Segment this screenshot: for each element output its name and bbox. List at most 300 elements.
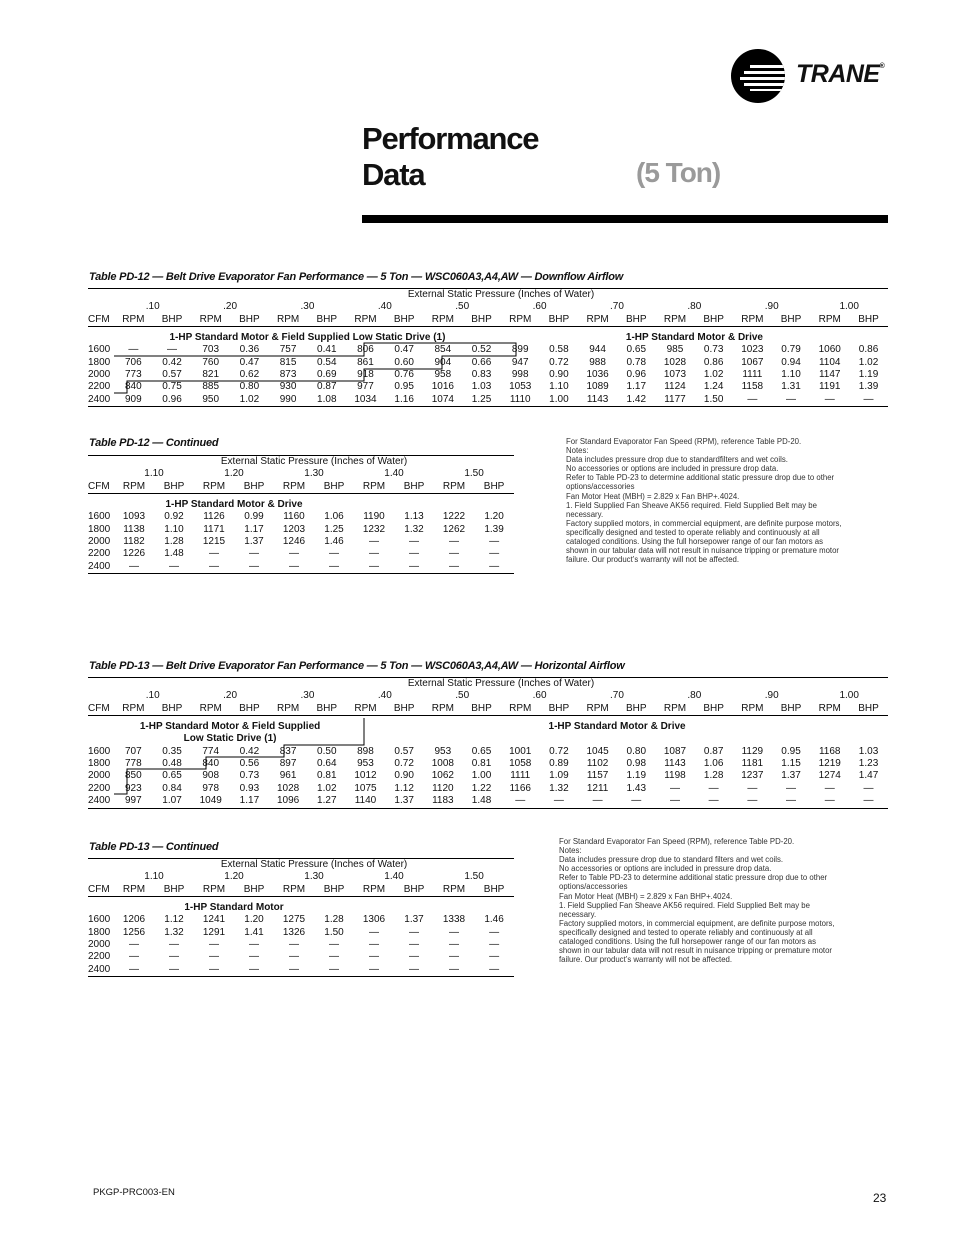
rpm-value: 1157 bbox=[586, 770, 609, 782]
bhp-value: 0.92 bbox=[164, 511, 184, 523]
pressure-value: .80 bbox=[687, 690, 702, 702]
bhp-header: BHP bbox=[385, 314, 424, 327]
bhp-value: 1.50 bbox=[694, 394, 733, 407]
rpm-value: 873 bbox=[279, 368, 297, 380]
bhp-value: 0.60 bbox=[394, 356, 414, 368]
pressure-value: 1.50 bbox=[464, 871, 484, 883]
rpm-value: 953 bbox=[434, 745, 452, 757]
rpm-header: RPM bbox=[810, 703, 849, 716]
rpm-header: RPM bbox=[346, 703, 385, 716]
note-line: 1. Field Supplied Fan Sheave AK56 required. Field Supplied Belt may be bbox=[566, 500, 817, 510]
bhp-value: 0.95 bbox=[394, 381, 414, 393]
unit-row bbox=[88, 884, 514, 897]
rpm-value: — bbox=[128, 344, 139, 356]
bhp-value: 0.84 bbox=[162, 782, 182, 794]
pressure-value: .80 bbox=[687, 301, 702, 313]
rpm-value: — bbox=[449, 951, 459, 963]
bhp-value: — bbox=[849, 394, 888, 407]
bhp-value: 0.66 bbox=[471, 356, 492, 368]
bhp-value: — bbox=[329, 938, 339, 950]
rpm-value: 1171 bbox=[203, 523, 225, 535]
rpm-value: 1190 bbox=[363, 511, 385, 523]
table-row bbox=[88, 511, 514, 523]
bhp-value: 0.72 bbox=[549, 356, 569, 368]
bhp-header: BHP bbox=[617, 314, 656, 327]
bhp-value: 0.87 bbox=[703, 745, 724, 757]
bhp-value: 1.32 bbox=[404, 523, 424, 535]
rpm-value: 1275 bbox=[282, 914, 306, 926]
rpm-value: 1126 bbox=[203, 511, 225, 523]
cfm-value: 2000 bbox=[88, 535, 111, 547]
rpm-value: 774 bbox=[202, 745, 220, 757]
rpm-value: 1326 bbox=[282, 926, 306, 938]
rpm-value: — bbox=[369, 951, 379, 963]
rpm-value: 1262 bbox=[442, 523, 466, 535]
pressure-value: .10 bbox=[145, 301, 160, 313]
bhp-value: 1.50 bbox=[324, 926, 344, 938]
bhp-header: BHP bbox=[153, 703, 192, 716]
drive-group-left-line2: Low Static Drive (1) bbox=[183, 733, 277, 745]
bhp-value: 0.64 bbox=[317, 757, 337, 769]
rpm-value: 840 bbox=[202, 757, 220, 769]
bhp-value: 0.58 bbox=[549, 344, 569, 356]
bhp-value: 0.56 bbox=[239, 757, 260, 769]
spacer-cell bbox=[88, 859, 114, 872]
rpm-value: 1211 bbox=[586, 782, 609, 794]
rpm-value: 978 bbox=[202, 782, 220, 794]
cfm-value: 2400 bbox=[88, 394, 114, 407]
bhp-value: 0.48 bbox=[162, 757, 182, 769]
bhp-value: 1.06 bbox=[324, 511, 344, 523]
note-line: cataloged conditions. Using the full horsepower range of our fan motors as bbox=[566, 537, 824, 547]
rpm-value: 1158 bbox=[741, 381, 764, 393]
rpm-value: 1143 bbox=[578, 394, 617, 407]
bhp-value: 1.37 bbox=[781, 770, 801, 782]
bhp-header: BHP bbox=[617, 703, 656, 716]
table-row bbox=[88, 369, 888, 381]
rpm-header: RPM bbox=[269, 703, 308, 716]
rpm-value: 898 bbox=[357, 745, 374, 757]
rpm-header: RPM bbox=[346, 314, 385, 327]
rpm-value: — bbox=[289, 951, 299, 963]
rpm-value: 1089 bbox=[586, 381, 609, 393]
bhp-value: — bbox=[489, 938, 500, 950]
bhp-value: 1.12 bbox=[164, 914, 184, 926]
bhp-value: 0.94 bbox=[781, 356, 801, 368]
bhp-header: BHP bbox=[462, 703, 501, 716]
bhp-value: 1.47 bbox=[858, 770, 879, 782]
rpm-value: — bbox=[354, 964, 394, 977]
rpm-value: — bbox=[733, 795, 772, 808]
rpm-value: 840 bbox=[125, 381, 142, 393]
rpm-header: RPM bbox=[733, 314, 772, 327]
rpm-value: — bbox=[578, 795, 617, 808]
rpm-header: RPM bbox=[194, 884, 234, 897]
bhp-value: 0.42 bbox=[162, 356, 182, 368]
bhp-value: 0.57 bbox=[162, 368, 182, 380]
bhp-value: — bbox=[863, 782, 874, 794]
rpm-header: RPM bbox=[733, 703, 772, 716]
rpm-value: 1096 bbox=[269, 795, 308, 808]
table-pd12c bbox=[88, 455, 514, 574]
table-row bbox=[88, 394, 888, 407]
spacer-cell bbox=[88, 499, 114, 511]
cfm-value: 1800 bbox=[88, 757, 111, 769]
pressure-value: .30 bbox=[300, 690, 315, 702]
bhp-header: BHP bbox=[314, 884, 354, 897]
bhp-value: 1.43 bbox=[626, 782, 647, 794]
cfm-header: CFM bbox=[88, 884, 114, 897]
bhp-value: — bbox=[786, 782, 797, 794]
note-line: Factory supplied motors, in commercial equipment, are definite purpose motors, bbox=[559, 918, 835, 928]
note-line: For Standard Evaporator Fan Speed (RPM), reference Table PD-20. bbox=[559, 837, 795, 846]
bhp-value: 1.00 bbox=[471, 770, 492, 782]
bhp-value: 0.72 bbox=[394, 757, 414, 769]
rpm-value: — bbox=[449, 535, 459, 547]
rpm-value: 1060 bbox=[818, 344, 841, 356]
pressure-value: .20 bbox=[223, 690, 238, 702]
bhp-header: BHP bbox=[154, 481, 194, 494]
rpm-value: — bbox=[129, 951, 139, 963]
rpm-header: RPM bbox=[578, 314, 617, 327]
bhp-value: 1.03 bbox=[471, 381, 492, 393]
bhp-header: BHP bbox=[694, 314, 733, 327]
rpm-header: RPM bbox=[656, 703, 695, 716]
rpm-value: 1093 bbox=[122, 511, 146, 523]
bhp-value: 1.42 bbox=[617, 394, 656, 407]
bhp-value: 1.39 bbox=[484, 523, 504, 535]
note-line: specifically designed and tested to operate reliably and continuously at all bbox=[566, 527, 820, 537]
bhp-value: — bbox=[772, 394, 811, 407]
bhp-value: 0.65 bbox=[626, 344, 647, 356]
drive-group: 1-HP Standard Motor bbox=[184, 901, 284, 913]
rpm-value: — bbox=[114, 964, 154, 977]
drive-group-right: 1-HP Standard Motor & Drive bbox=[625, 331, 763, 343]
bhp-header: BHP bbox=[849, 703, 888, 716]
note-line: For Standard Evaporator Fan Speed (RPM), reference Table PD-20. bbox=[566, 437, 802, 446]
spacer-cell bbox=[346, 733, 888, 745]
rpm-header: RPM bbox=[114, 314, 153, 327]
bhp-value: 0.65 bbox=[471, 745, 492, 757]
rpm-header: RPM bbox=[274, 884, 314, 897]
bhp-value: — bbox=[409, 938, 419, 950]
rpm-header: RPM bbox=[191, 314, 230, 327]
bhp-value: 0.80 bbox=[239, 381, 260, 393]
rpm-value: — bbox=[810, 394, 849, 407]
rpm-value: 897 bbox=[279, 757, 297, 769]
bhp-value: 1.46 bbox=[484, 914, 504, 926]
bhp-header: BHP bbox=[540, 314, 579, 327]
note-line: options/accessories bbox=[566, 482, 635, 492]
bhp-value: 0.47 bbox=[239, 356, 260, 368]
rpm-value: 1160 bbox=[283, 511, 305, 523]
rpm-value: 1074 bbox=[424, 394, 463, 407]
rpm-value: 1182 bbox=[123, 535, 145, 547]
rpm-header: RPM bbox=[656, 314, 695, 327]
pressure-value: 1.30 bbox=[304, 468, 324, 480]
spacer-cell bbox=[88, 456, 114, 469]
rpm-value: 1028 bbox=[276, 782, 300, 794]
note-line: Notes: bbox=[559, 846, 582, 856]
bhp-value: 0.78 bbox=[626, 356, 647, 368]
cfm-value: 2400 bbox=[88, 561, 114, 574]
bhp-value: — bbox=[249, 938, 259, 950]
bhp-value: 0.93 bbox=[239, 782, 260, 794]
table-row bbox=[88, 927, 514, 939]
bhp-value: 1.19 bbox=[858, 368, 879, 380]
pressure-row bbox=[88, 468, 514, 480]
rpm-value: 1073 bbox=[663, 368, 687, 380]
bhp-value: 0.35 bbox=[162, 745, 182, 757]
rpm-header: RPM bbox=[194, 481, 234, 494]
rpm-value: — bbox=[747, 782, 758, 794]
rpm-header: RPM bbox=[274, 481, 314, 494]
rpm-value: 1338 bbox=[442, 914, 466, 926]
rpm-value: 1177 bbox=[656, 394, 695, 407]
bhp-value: 0.41 bbox=[317, 344, 337, 356]
note-line: necessary. bbox=[566, 509, 604, 519]
bhp-value: — bbox=[409, 951, 419, 963]
spacer-cell bbox=[88, 289, 114, 302]
bhp-value: 0.80 bbox=[626, 745, 647, 757]
bhp-value: 0.99 bbox=[244, 511, 264, 523]
rpm-value: 1166 bbox=[509, 782, 531, 794]
bhp-value: 0.54 bbox=[317, 356, 337, 368]
bhp-header: BHP bbox=[462, 314, 501, 327]
pressure-value: 1.50 bbox=[464, 468, 484, 480]
cfm-value: 2200 bbox=[88, 548, 111, 560]
bhp-value: 1.37 bbox=[244, 535, 264, 547]
rpm-value: 977 bbox=[357, 381, 374, 393]
rpm-header: RPM bbox=[114, 703, 153, 716]
rpm-value: — bbox=[289, 548, 299, 560]
table-pd12c-caption: Table PD-12 — Continued bbox=[89, 437, 219, 449]
rpm-value: 1222 bbox=[442, 511, 466, 523]
spacer-cell bbox=[88, 902, 114, 914]
bhp-value: 1.07 bbox=[153, 795, 192, 808]
pressure-value: .70 bbox=[609, 301, 624, 313]
rpm-value: 1226 bbox=[122, 548, 146, 560]
table-pd12-caption: Table PD-12 — Belt Drive Evaporator Fan Performance — 5 Ton — WSC060A3,A4,AW — Downflow Airflow bbox=[89, 271, 624, 283]
cfm-value: 2200 bbox=[88, 381, 111, 393]
bhp-value: 1.37 bbox=[385, 795, 424, 808]
esp-title-row bbox=[88, 678, 888, 691]
rpm-value: 1028 bbox=[663, 356, 687, 368]
esp-title-row bbox=[88, 859, 514, 872]
rpm-value: — bbox=[449, 548, 459, 560]
pressure-value: .60 bbox=[532, 301, 547, 313]
rpm-value: — bbox=[369, 926, 379, 938]
rpm-value: — bbox=[274, 964, 314, 977]
header-rule bbox=[362, 215, 888, 223]
bhp-header: BHP bbox=[772, 703, 811, 716]
cfm-value: 1600 bbox=[88, 745, 111, 757]
rpm-value: 778 bbox=[125, 757, 142, 769]
rpm-value: 815 bbox=[279, 356, 297, 368]
title-line-1: Performance bbox=[362, 121, 539, 156]
notes-pd12 bbox=[566, 437, 842, 564]
esp-title-row bbox=[88, 456, 514, 469]
bhp-value: 1.10 bbox=[164, 523, 184, 535]
bhp-value: 1.25 bbox=[462, 394, 501, 407]
rpm-value: — bbox=[434, 561, 474, 574]
rpm-value: 1168 bbox=[818, 745, 841, 757]
bhp-header: BHP bbox=[234, 481, 274, 494]
rpm-value: 773 bbox=[125, 368, 142, 380]
rpm-value: 707 bbox=[125, 745, 142, 757]
rpm-header: RPM bbox=[191, 703, 230, 716]
pressure-row bbox=[88, 690, 888, 702]
drive-group-row bbox=[88, 499, 514, 511]
drive-group-row bbox=[88, 721, 888, 733]
table-row bbox=[88, 795, 888, 808]
drive-group-left: 1-HP Standard Motor & Field Supplied Low Static Drive (1) bbox=[169, 331, 446, 343]
bhp-value: 1.20 bbox=[244, 914, 264, 926]
bhp-value: 0.96 bbox=[626, 368, 647, 380]
rpm-value: — bbox=[209, 548, 219, 560]
bhp-value: — bbox=[394, 964, 434, 977]
bhp-value: 0.96 bbox=[153, 394, 192, 407]
bhp-value: 1.17 bbox=[626, 381, 647, 393]
bhp-value: — bbox=[489, 535, 500, 547]
bhp-value: 1.03 bbox=[858, 745, 879, 757]
cfm-value: 2200 bbox=[88, 951, 111, 963]
bhp-value: — bbox=[772, 795, 811, 808]
cfm-header: CFM bbox=[88, 703, 114, 716]
rpm-value: — bbox=[449, 926, 459, 938]
cfm-value: 2200 bbox=[88, 782, 111, 794]
bhp-header: BHP bbox=[154, 884, 194, 897]
bhp-value: — bbox=[409, 548, 419, 560]
rpm-value: 950 bbox=[191, 394, 230, 407]
rpm-value: 1045 bbox=[586, 745, 609, 757]
bhp-value: — bbox=[329, 951, 339, 963]
bhp-value: 0.73 bbox=[239, 770, 260, 782]
bhp-value: 1.39 bbox=[858, 381, 879, 393]
rpm-value: — bbox=[274, 561, 314, 574]
bhp-value: — bbox=[489, 926, 500, 938]
pressure-row bbox=[88, 301, 888, 313]
rpm-value: 1053 bbox=[509, 381, 532, 393]
bhp-value: — bbox=[234, 561, 274, 574]
bhp-value: 1.15 bbox=[781, 757, 801, 769]
drive-group-right: 1-HP Standard Motor & Drive bbox=[548, 720, 686, 732]
rpm-value: 1034 bbox=[346, 394, 385, 407]
bhp-value: 0.98 bbox=[626, 757, 647, 769]
cfm-value: 2400 bbox=[88, 964, 114, 977]
rpm-value: — bbox=[733, 394, 772, 407]
rpm-value: 1256 bbox=[122, 926, 146, 938]
bhp-header: BHP bbox=[694, 703, 733, 716]
rpm-value: 1274 bbox=[818, 770, 841, 782]
rpm-value: 997 bbox=[114, 795, 153, 808]
bhp-value: — bbox=[167, 344, 178, 356]
rpm-value: — bbox=[369, 535, 379, 547]
note-line: Fan Motor Heat (MBH) = 2.829 x Fan BHP+.4024. bbox=[559, 891, 733, 901]
pressure-value: .20 bbox=[223, 301, 238, 313]
drive-group-left-line1: 1-HP Standard Motor & Field Supplied bbox=[139, 720, 321, 732]
rpm-value: 1062 bbox=[431, 770, 454, 782]
rpm-header: RPM bbox=[424, 703, 463, 716]
pressure-value: .50 bbox=[455, 690, 470, 702]
rpm-value: 837 bbox=[279, 745, 297, 757]
table-row bbox=[88, 524, 514, 536]
rpm-value: 1237 bbox=[741, 770, 764, 782]
rpm-value: 1215 bbox=[202, 535, 226, 547]
pressure-value: 1.40 bbox=[384, 468, 404, 480]
bhp-value: — bbox=[169, 951, 179, 963]
pressure-value: .50 bbox=[455, 301, 470, 313]
note-line: specifically designed and tested to operate reliably and continuously at all bbox=[559, 927, 813, 937]
table-row bbox=[88, 746, 888, 758]
bhp-value: 1.41 bbox=[244, 926, 264, 938]
rpm-value: — bbox=[369, 548, 379, 560]
pressure-value: .40 bbox=[377, 301, 392, 313]
unit-row bbox=[88, 314, 888, 327]
bhp-value: 0.36 bbox=[239, 344, 260, 356]
rpm-value: 703 bbox=[202, 344, 220, 356]
table-row bbox=[88, 381, 888, 393]
bhp-value: — bbox=[849, 795, 888, 808]
cfm-value: 1600 bbox=[88, 914, 111, 926]
rpm-value: 1124 bbox=[664, 381, 686, 393]
rpm-value: 1120 bbox=[432, 782, 454, 794]
bhp-value: — bbox=[409, 926, 419, 938]
rpm-value: 1049 bbox=[191, 795, 230, 808]
rpm-header: RPM bbox=[501, 314, 540, 327]
bhp-value: 1.28 bbox=[703, 770, 724, 782]
title-line-2: Data bbox=[362, 157, 425, 192]
rpm-value: 1143 bbox=[664, 757, 686, 769]
note-line: Notes: bbox=[566, 446, 589, 456]
rpm-value: 1181 bbox=[741, 757, 764, 769]
rpm-value: — bbox=[209, 951, 219, 963]
rpm-value: 930 bbox=[279, 381, 297, 393]
bhp-value: 1.02 bbox=[703, 368, 724, 380]
bhp-header: BHP bbox=[772, 314, 811, 327]
rpm-value: — bbox=[129, 938, 139, 950]
rpm-value: 985 bbox=[666, 344, 684, 356]
bhp-value: 1.48 bbox=[164, 548, 184, 560]
bhp-header: BHP bbox=[234, 884, 274, 897]
rpm-value: 1075 bbox=[354, 782, 377, 794]
table-row bbox=[88, 914, 514, 926]
rpm-value: — bbox=[810, 795, 849, 808]
note-line: No accessories or options are included in pressure drop data. bbox=[566, 464, 779, 474]
bhp-value: 1.13 bbox=[404, 511, 424, 523]
esp-title: External Static Pressure (Inches of Water) bbox=[114, 289, 888, 302]
bhp-value: 0.75 bbox=[162, 381, 182, 393]
table-row bbox=[88, 758, 888, 770]
rpm-value: — bbox=[449, 938, 459, 950]
cfm-value: 1800 bbox=[88, 356, 111, 368]
rpm-value: 923 bbox=[125, 782, 142, 794]
bhp-value: 1.02 bbox=[858, 356, 879, 368]
bhp-value: 0.89 bbox=[549, 757, 569, 769]
rpm-value: 1291 bbox=[202, 926, 226, 938]
rpm-value: 961 bbox=[279, 770, 297, 782]
bhp-value: 0.76 bbox=[394, 368, 414, 380]
bhp-value: 1.17 bbox=[230, 795, 269, 808]
rpm-value: — bbox=[194, 561, 234, 574]
rpm-value: — bbox=[669, 782, 680, 794]
bhp-value: 1.28 bbox=[164, 535, 184, 547]
pressure-value: 1.10 bbox=[144, 871, 164, 883]
rpm-value: 1104 bbox=[818, 356, 841, 368]
cfm-header: CFM bbox=[88, 314, 114, 327]
bhp-value: 0.50 bbox=[317, 745, 337, 757]
rpm-value: 1219 bbox=[818, 757, 841, 769]
